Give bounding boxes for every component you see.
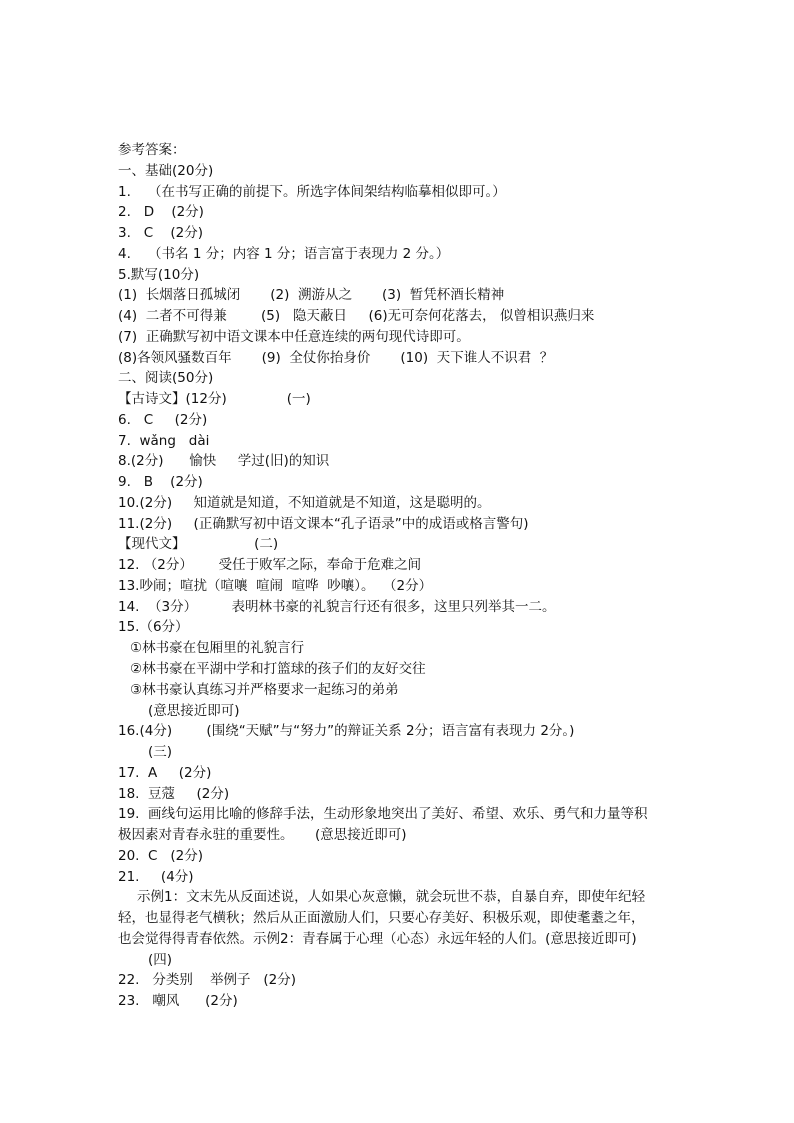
answer-line: 轻，也显得老气横秋；然后从正面激励人们，只要心存美好、积极乐观，即使耄耋之年， [118, 910, 645, 927]
answer-line: 11.(2分) (正确默写初中语文课本“孔子语录”中的成语或格言警句) [118, 515, 529, 532]
answer-line: (意思接近即可) [148, 702, 240, 719]
section-heading: 一、基础(20分) [118, 162, 214, 179]
answer-line: 16.(4分) (围绕“天赋”与“努力”的辩证关系 2分；语言富有表现力 2分。) [118, 723, 575, 740]
answer-line: 示例1：文末先从反面述说，人如果心灰意懒，就会玩世不恭，自暴自弃，即使年纪轻 [137, 889, 646, 906]
answer-line: ③林书豪认真练习并严格要求一起练习的弟弟 [130, 681, 399, 698]
answer-line: 20. C (2分) [118, 847, 203, 864]
answer-line: 极因素对青春永驻的重要性。 (意思接近即可) [118, 827, 407, 844]
answer-line: 22. 分类别 举例子 (2分) [118, 972, 297, 989]
answer-line: 2. D (2分) [118, 204, 204, 221]
answer-line: 9. B (2分) [118, 474, 203, 491]
answer-line: 19. 画线句运用比喻的修辞手法，生动形象地突出了美好、希望、欢乐、勇气和力量等积 [118, 806, 648, 823]
section-heading: 参考答案： [118, 142, 186, 158]
answer-line: (4) 二者不可得兼 (5) 隐天蔽日 (6)无可奈何花落去， 似曾相识燕归来 [118, 308, 595, 325]
answer-line: 23. 嘲风 (2分) [118, 993, 238, 1010]
answer-line: 7. wǎng dài [118, 432, 210, 449]
section-heading: 二、阅读(50分) [118, 370, 214, 387]
answer-line: 12. （2分） 受任于败军之际，奉命于危难之间 [118, 557, 422, 574]
answer-line: (1) 长烟落日孤城闭 (2) 溯游从之 (3) 暂凭杯酒长精神 [118, 287, 505, 304]
answer-line: ②林书豪在平湖中学和打篮球的孩子们的友好交往 [130, 661, 426, 677]
answer-line: 3. C (2分) [118, 225, 203, 242]
answer-line: 21. (4分) [118, 868, 194, 885]
answer-line: 4. （书名 1 分；内容 1 分；语言富于表现力 2 分。） [118, 245, 450, 262]
section-heading: 【现代文】 (二) [118, 536, 279, 553]
answer-line: 10.(2分) 知道就是知道，不知道就是不知道，这是聪明的。 [118, 494, 491, 511]
answer-line: 13.吵闹；喧扰（喧嚷 喧闹 喧哗 吵嚷）。 （2分） [118, 577, 433, 594]
answer-line: 1. （在书写正确的前提下。所选字体间架结构临摹相似即可。） [118, 183, 506, 200]
answer-line: 6. C (2分) [118, 411, 208, 428]
answer-line: (三) [148, 744, 173, 761]
section-heading: 【古诗文】(12分) (一) [118, 391, 311, 408]
answer-line: 也会觉得得青春依然。示例2：青春属于心理（心态）永远年轻的人们。(意思接近即可) [118, 930, 637, 947]
answer-line: (四) [148, 951, 173, 968]
answer-line: 18. 豆蔻 (2分) [118, 785, 230, 802]
answer-line: 15.（6分） [118, 619, 189, 636]
answer-line: 14. （3分） 表明林书豪的礼貌言行还有很多，这里只列举其一二。 [118, 598, 556, 615]
answer-line: (7) 正确默写初中语文课本中任意连续的两句现代诗即可。 [118, 328, 470, 345]
answer-line: ①林书豪在包厢里的礼貌言行 [130, 640, 305, 657]
answer-line: 8.(2分) 愉快 学过(旧)的知识 [118, 453, 330, 470]
answer-line: (8)各领风骚数百年 (9) 全仗你抬身价 (10) 天下谁人不识君 ？ [118, 349, 554, 366]
answer-line: 17. A (2分) [118, 764, 212, 781]
section-heading: 5.默写(10分) [118, 266, 200, 283]
